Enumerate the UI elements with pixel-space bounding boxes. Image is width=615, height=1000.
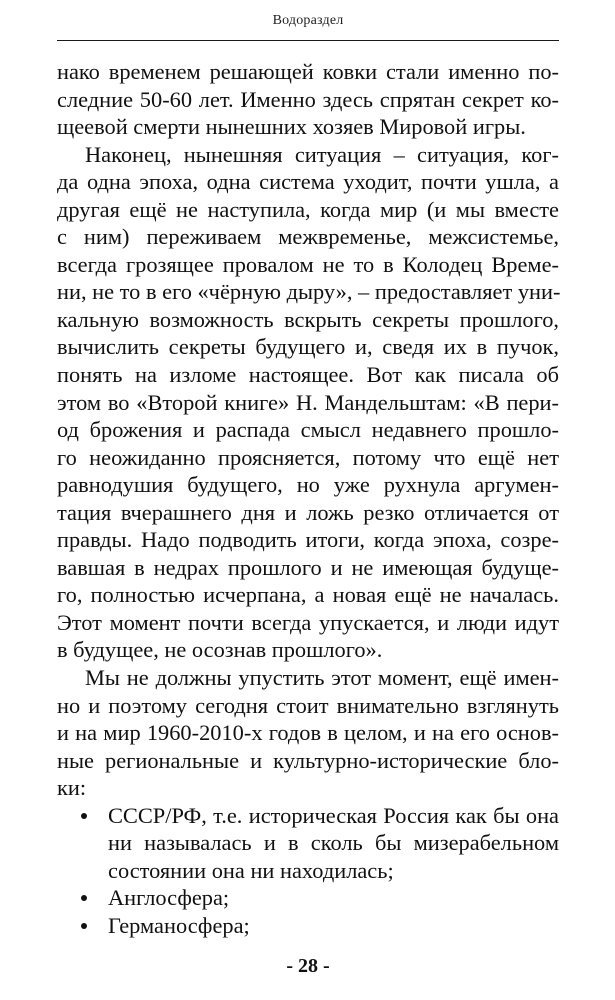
bullet-line bbox=[57, 912, 559, 940]
text-line: вычислить секреты будущего и, сведя их в пучок, bbox=[57, 334, 559, 360]
text-line: ни, не то в его «чёрную дыру», – предоставляет уни- bbox=[57, 279, 561, 305]
text-line: всегда грозящее провалом не то в Колодец Време- bbox=[57, 251, 559, 277]
bullet-item bbox=[57, 912, 559, 940]
text-line: ные региональные и культурно-исторические бло- bbox=[57, 747, 559, 773]
header-rule bbox=[57, 40, 559, 41]
body-text bbox=[57, 58, 559, 940]
text-line: Этот момент почти всегда упускается, и люди идут bbox=[57, 609, 559, 635]
bullet-line bbox=[57, 802, 559, 830]
text-line: и на мир 1960-2010-х годов в целом, и на его основ- bbox=[57, 720, 559, 746]
text-line: кальную возможность вскрыть секреты прошлого, bbox=[57, 306, 559, 332]
text-line: го неожиданно проясняется, потому что ещё нет bbox=[57, 444, 559, 470]
text-line: другая ещё не наступила, когда мир (и мы вместе bbox=[57, 196, 559, 222]
paragraph bbox=[57, 664, 559, 802]
bullet-icon bbox=[81, 895, 87, 901]
text-line: нако временем решающей ковки стали именно по- bbox=[57, 59, 559, 84]
paragraph bbox=[57, 141, 559, 664]
bullet-line bbox=[57, 884, 559, 912]
text-line: вавшая в недрах прошлого и не имеющая будуще- bbox=[57, 554, 559, 580]
text-line: тация вчерашнего дня и ложь резко отличается от bbox=[57, 499, 559, 525]
text-line: равнодушия будущего, но уже рухнула аргумен- bbox=[57, 472, 559, 498]
text-line: понять на изломе настоящее. Вот как писала об bbox=[57, 362, 559, 388]
running-head-title: Водораздел bbox=[272, 13, 344, 28]
bullet-icon bbox=[81, 813, 87, 819]
bullet-text: ни называлась и в сколь бы мизерабельном bbox=[108, 830, 559, 856]
bullet-list bbox=[57, 802, 559, 940]
bullet-line bbox=[57, 857, 559, 885]
text-line: но и поэтому сегодня стоит внимательно взглянуть bbox=[57, 692, 559, 718]
bullet-line bbox=[57, 829, 559, 857]
bullet-text: СССР/РФ, т.е. историческая Россия как бы она bbox=[108, 802, 559, 828]
text-line: этом во «Второй книге» Н. Мандельштам: «В пери- bbox=[57, 389, 559, 415]
bullet-text: Англосфера; bbox=[108, 885, 230, 911]
bullet-text: состоянии она ни находилась; bbox=[108, 857, 394, 883]
text-line: го, полностью исчерпана, а новая ещё не началась. bbox=[57, 582, 559, 608]
text-line: правды. Надо подводить итоги, когда эпоха, созре- bbox=[57, 527, 559, 553]
text-line: с ним) переживаем межвременье, межсистемье, bbox=[57, 224, 559, 250]
text-line: в будущее, не осознав прошлого». bbox=[57, 637, 383, 663]
text-line: щеевой смерти нынешних хозяев Мировой игры. bbox=[57, 114, 526, 140]
text-line: ки: bbox=[57, 775, 87, 801]
bullet-icon bbox=[81, 923, 87, 929]
page-number: - 28 - bbox=[286, 955, 330, 977]
bullet-item bbox=[57, 802, 559, 885]
text-line: Мы не должны упустить этот момент, ещё имен- bbox=[85, 665, 559, 691]
text-line: да одна эпоха, одна система уходит, почти ушла, а bbox=[57, 169, 559, 195]
bullet-text: Германосфера; bbox=[108, 912, 250, 938]
bullet-item bbox=[57, 884, 559, 912]
text-line: следние 50-60 лет. Именно здесь спрятан секрет ко- bbox=[57, 86, 559, 112]
text-line: од брожения и распада смысл недавнего прошло- bbox=[57, 417, 559, 443]
paragraph bbox=[57, 58, 559, 141]
book-page bbox=[57, 0, 559, 1000]
text-line: Наконец, нынешняя ситуация – ситуация, ког- bbox=[85, 141, 559, 167]
